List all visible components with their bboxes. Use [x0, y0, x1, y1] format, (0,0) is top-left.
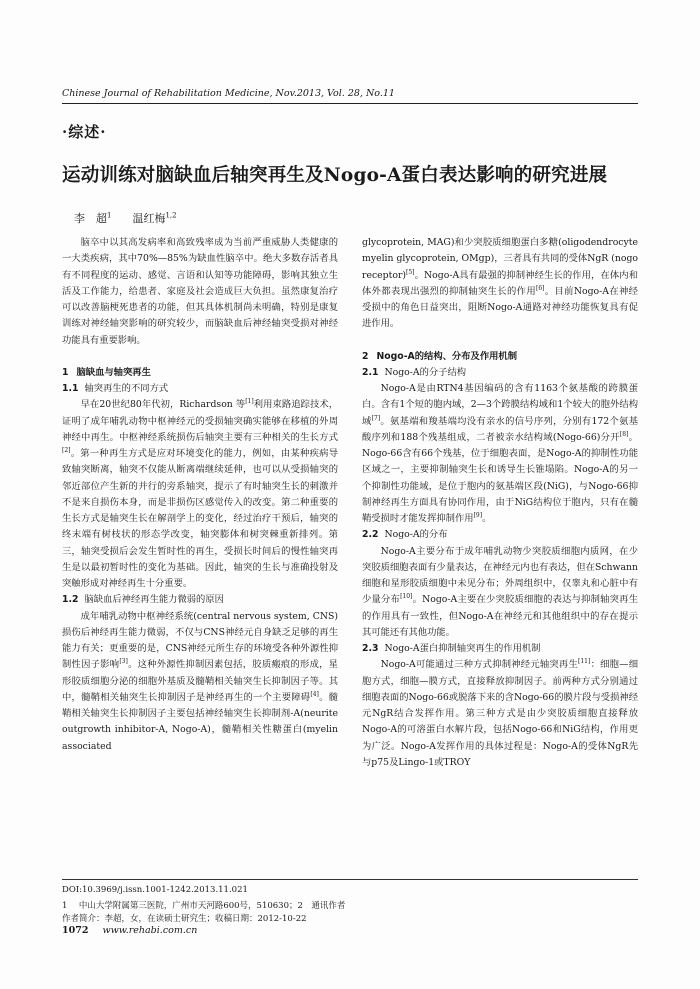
- section-1-2-paragraph: 成年哺乳动物中枢神经系统(central nervous system, CNS)损伤后神经再生能力微弱，不仅与CNS神经元自身缺乏足够的再生能力有关；更重要的是，CNS神经元所生存的环境受各种外源性抑制性因子影响[3]。这种外源性抑制因素包括，胶质瘢痕的形成，星形胶质细胞分泌的细胞外基质及髓鞘相关轴突生长抑制因子等。其中，髓鞘相关轴突生长抑制因子是神经再生的一个主要障碍[4]。髓鞘相关轴突生长抑制因子主要包括神经轴突生长抑制剂-A(neurite outgrowth inhibitor-A, Nogo-A)，髓鞘相关性糖蛋白(myelin associated: [62, 610, 338, 752]
- section-2-1-paragraph: Nogo-A是由RTN4基因编码的含有1163个氨基酸的跨膜蛋白。含有1个短的胞内域，2—3个跨膜结构域和1个较大的胞外结构域[7]。氨基端和羧基端均没有亲水的信号序列，分别有172个氨基酸序列和188个残基组成，二者被亲水结构域(Nogo-66)分开[8]。Nogo-66含有66个残基，位于细胞表面，是Nogo-A的抑制性功能区域之一，主要抑制轴突生长和诱导生长锥塌陷。Nogo-A的另一个抑制性功能域，是位于胞内的氨基端区段(NiG)，与Nogo-66抑制神经再生方面具有协同作用，由于NiG结构位于胞内，只有在髓鞘受损时才能发挥抑制作用[9]。: [362, 383, 638, 524]
- journal-header: [62, 88, 638, 99]
- section-1-2-title: 脑缺血后神经再生能力微弱的原因: [84, 594, 224, 606]
- section-2-2-heading: [362, 527, 638, 543]
- section-1-heading: [62, 365, 338, 381]
- author-2: 温红梅: [132, 212, 166, 225]
- section-2-2-number: 2.2: [362, 529, 379, 541]
- paper-title: 运动训练对脑缺血后轴突再生及Nogo-A蛋白表达影响的研究进展: [62, 165, 608, 186]
- section-1-1-heading: [62, 381, 338, 397]
- left-column: [62, 235, 338, 755]
- citation: [3]: [119, 658, 128, 666]
- section-2-title: Nogo-A的结构、分布及作用机制: [376, 350, 518, 362]
- right-column: [362, 235, 638, 771]
- section-2-3-title: Nogo-A蛋白抑制轴突再生的作用机制: [384, 643, 541, 654]
- citation: [11]: [578, 658, 591, 666]
- section-2-1-number: 2.1: [362, 366, 379, 378]
- header-rule: [62, 103, 638, 104]
- section-2-3-paragraph: Nogo-A可能通过三种方式抑制神经元轴突再生[11]：细胞—细胞方式，细胞—膜方式，直接释放抑制因子。前两种方式分别通过细胞表面的Nogo-66或脱落下来的含Nogo-66的膜片段与受损神经元NgR结合发挥作用。第三种方式是由少突胶质细胞直接释放Nogo-A的可溶蛋白水解片段，包括Nogo-66和NiG结构，作用更为广泛。Nogo-A发挥作用的具体过程是：Nogo-A的受体NgR先与p75及Lingo-1或TROY: [362, 658, 638, 768]
- website: www.rehabi.com.cn: [102, 925, 198, 936]
- section-1-2-number: 1.2: [62, 594, 79, 606]
- affiliation-number: 1: [62, 901, 68, 911]
- section-1-title: 脑缺血与轴突再生: [76, 366, 151, 378]
- citation: [9]: [473, 511, 483, 519]
- citation: [4]: [310, 690, 319, 698]
- affiliation-text: 中山大学附属第三医院，广州市天河路600号，510630；2 通讯作者: [78, 901, 346, 911]
- section-1-1-number: 1.1: [62, 383, 79, 394]
- citation: [8]: [619, 430, 629, 438]
- author-2-affiliation: 1,2: [165, 211, 177, 220]
- section-2-2-title: Nogo-A的分布: [384, 529, 448, 541]
- section-2-3-heading: [362, 641, 638, 657]
- section-2-3-number: 2.3: [362, 643, 379, 654]
- citation: [1]: [245, 398, 254, 406]
- section-2-number: 2: [362, 350, 369, 362]
- citation: [5]: [406, 268, 415, 276]
- citation: [2]: [62, 446, 71, 454]
- footnote-rule: [62, 879, 638, 880]
- author-1-affiliation: 1: [107, 211, 112, 220]
- author-intro-line: 作者简介：李超，女，在读硕士研究生；收稿日期：2012-10-22: [62, 914, 307, 924]
- citation: [6]: [535, 284, 545, 292]
- journal-issue: Nov.2013, Vol. 28, No.11: [275, 88, 395, 99]
- page-footer: [62, 925, 197, 936]
- affiliation-line: [62, 899, 345, 911]
- section-2-1-heading: [362, 365, 638, 381]
- citation: [10]: [400, 593, 413, 601]
- intro-paragraph: 脑卒中以其高发病率和高致残率成为当前严重威胁人类健康的一大类疾病，其中70%—85%为缺血性脑卒中。绝大多数存活者具有不同程度的运动、感觉、言语和认知等功能障碍，影响其独立生活及工作能力，给患者、家庭及社会造成巨大负担。虽然康复治疗可以改善脑梗死患者的功能，但其具体机制尚未明确，特别是康复训练对神经轴突影响的研究较少，而脑缺血后神经轴突受损对神经功能具有重要影响。: [62, 237, 338, 346]
- continued-paragraph: glycoprotein, MAG)和少突胶质细胞蛋白多糖(oligodendrocyte myelin glycoprotein, OMgp)，三者具有共同的受体NgR (nogo receptor)[5]。Nogo-A具有最强的抑制神经生长的作用，在体内和体外都表现出强烈的抑制轴突生长的作用[6]。目前Nogo-A在神经受损中的角色日益突出，阻断Nogo-A通路对神经功能恢复具有促进作用。: [362, 237, 638, 330]
- section-1-number: 1: [62, 366, 69, 378]
- section-2-2-paragraph: Nogo-A主要分布于成年哺乳动物少突胶质细胞内质网，在少突胶质细胞表面有少量表达，在神经元内也有表达，但在Schwann细胞和星形胶质细胞中未见分布；外周组织中，仅睾丸和心脏中有少量分布[10]。Nogo-A主要在少突胶质细胞的表达与抑制轴突再生的作用具有一致性，但Nogo-A在神经元和其他组织中的存在提示其可能还有其他功能。: [362, 545, 638, 638]
- section-1-2-heading: [62, 592, 338, 608]
- section-1-1-title: 轴突再生的不同方式: [84, 383, 169, 394]
- author-1: 李 超: [74, 212, 107, 225]
- author-line: [74, 210, 177, 226]
- section-2-heading: [362, 349, 638, 365]
- doi-line: DOI:10.3969/j.issn.1001-1242.2013.11.021: [62, 885, 248, 895]
- section-2-1-title: Nogo-A的分子结构: [384, 366, 467, 378]
- journal-name: Chinese Journal of Rehabilitation Medicine,: [62, 88, 273, 99]
- page-number: 1072: [62, 925, 89, 936]
- section-1-1-paragraph: 早在20世纪80年代初，Richardson 等[1]利用束路追踪技术，证明了成年哺乳动物中枢神经元的受损轴突确实能够在移植的外周神经中再生。中枢神经系统损伤后轴突主要有三种相关的生长方式[2]。第一种再生方式是应对环境变化的能力，例如，由某种疾病导致轴突断离，轴突不仅能从断离端继续延伸，也可以从受损轴突的邻近部位产生新的并行的旁系轴突，提示了有时轴突生长的刺激并不是来自损伤本身，而是非损伤区感觉传入的改变。第二种重要的生长方式是轴突生长在解剖学上的变化，经过治疗干预后，轴突的终末端有树枝状的形态学改变，轴突膨体和树突棘重新排列。第三，轴突受损后会发生暂时性的再生，受损长时间后的慢性轴突再生是以最初暂时性的变化为基础。因此，轴突的生长与准确投射及突触形成对神经再生十分重要。: [62, 398, 338, 589]
- section-tag: ·综述·: [62, 123, 107, 141]
- citation: [7]: [371, 414, 381, 422]
